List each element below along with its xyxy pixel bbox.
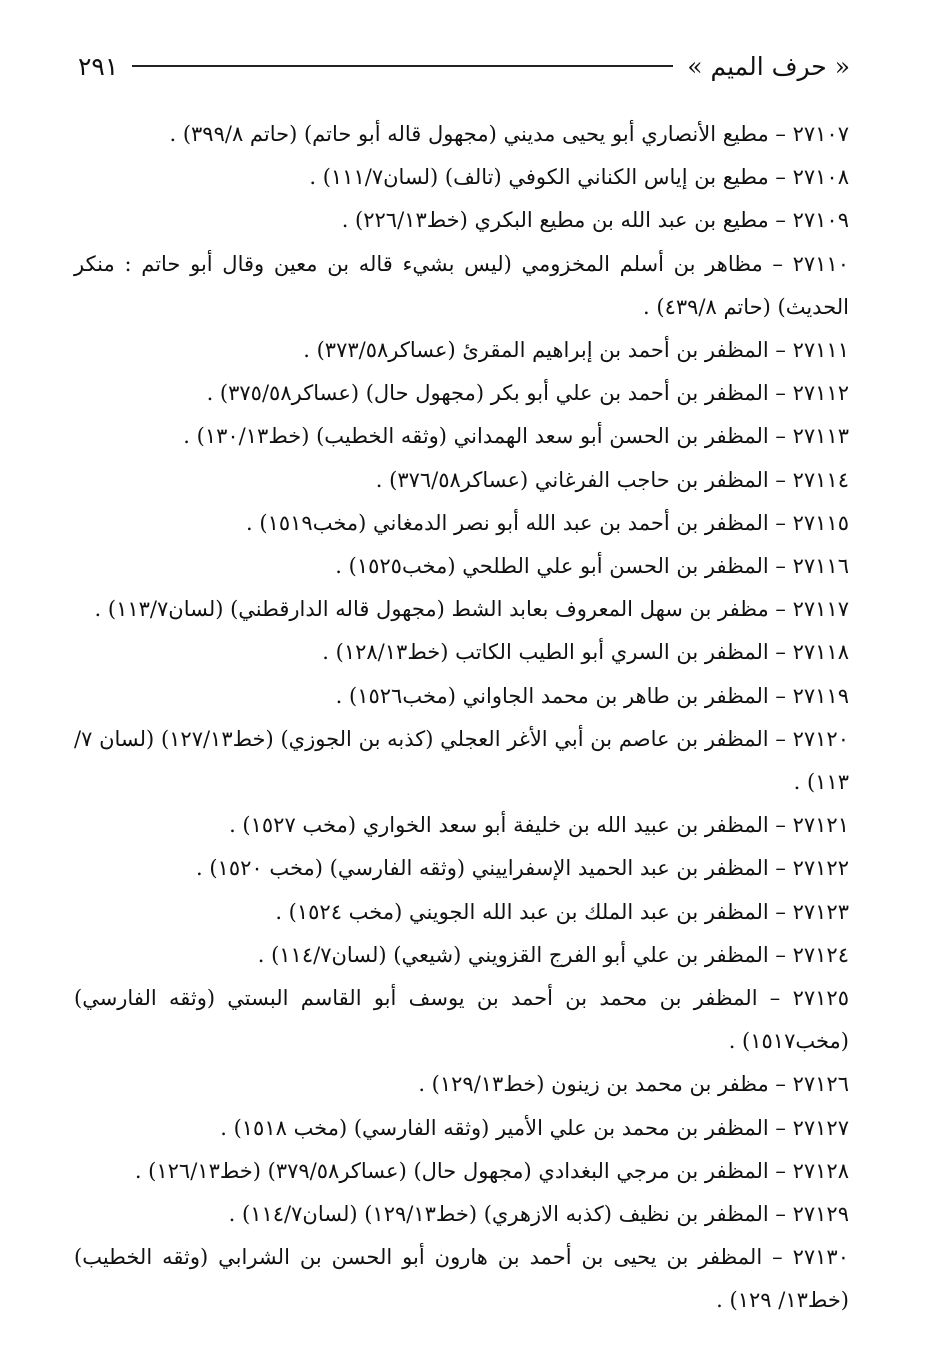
entry-27110: ٢٧١١٠ – مظاهر بن أسلم المخزومي (ليس بشيء قاله بن معين وقال أبو حاتم : منكر الحديث) (حاتم ٤٣٩/٨) . bbox=[74, 251, 849, 319]
entry-27112: ٢٧١١٢ – المظفر بن أحمد بن علي أبو بكر (مجهول حال) (عساكر٣٧٥/٥٨) . bbox=[206, 381, 849, 406]
entry-27115: ٢٧١١٥ – المظفر بن أحمد بن عبد الله أبو نصر الدمغاني (مخب١٥١٩) . bbox=[246, 510, 849, 535]
chapter-title: « حرف الميم » bbox=[687, 51, 850, 81]
entry-27120: ٢٧١٢٠ – المظفر بن عاصم بن أبي الأغر العجلي (كذبه بن الجوزي) (خط١٢٧/١٣) (لسان ٧/ ١١٣) . bbox=[74, 726, 849, 795]
entry-27129: ٢٧١٢٩ – المظفر بن نظيف (كذبه الازهري) (خط١٢٩/١٣) (لسان١١٤/٧) . bbox=[228, 1202, 849, 1227]
entry-27128: ٢٧١٢٨ – المظفر بن مرجي البغدادي (مجهول حال) (عساكر٣٧٩/٥٨) (خط١٢٦/١٣) . bbox=[134, 1158, 849, 1183]
entry-27116: ٢٧١١٦ – المظفر بن الحسن أبو علي الطلحي (مخب١٥٢٥) . bbox=[335, 554, 849, 579]
entry-27124: ٢٧١٢٤ – المظفر بن علي أبو الفرج القزويني (شيعي) (لسان١١٤/٧) . bbox=[257, 942, 849, 967]
entry-27113: ٢٧١١٣ – المظفر بن الحسن أبو سعد الهمداني (وثقه الخطيب) (خط١٣٠/١٣) . bbox=[183, 424, 849, 449]
entry-27109: ٢٧١٠٩ – مطيع بن عبد الله بن مطيع البكري (خط٢٢٦/١٣) . bbox=[341, 208, 849, 233]
entry-27130: ٢٧١٣٠ – المظفر بن يحيى بن أحمد بن هارون أبو الحسن بن الشرابي (وثقه الخطيب) (خط١٣/ ١٢٩) . bbox=[74, 1245, 849, 1313]
entry-27119: ٢٧١١٩ – المظفر بن طاهر بن محمد الجاواني (مخب١٥٢٦) . bbox=[335, 683, 849, 708]
entry-27122: ٢٧١٢٢ – المظفر بن عبد الحميد الإسفراييني (وثقه الفارسي) (مخب ١٥٢٠) . bbox=[196, 856, 849, 881]
entry-list bbox=[74, 113, 849, 1323]
entry-27126: ٢٧١٢٦ – مظفر بن محمد بن زينون (خط١٢٩/١٣) . bbox=[418, 1072, 849, 1097]
entry-27121: ٢٧١٢١ – المظفر بن عبيد الله بن خليفة أبو سعد الخواري (مخب ١٥٢٧) . bbox=[229, 813, 849, 838]
entry-27107: ٢٧١٠٧ – مطيع الأنصاري أبو يحيى مديني (مجهول قاله أبو حاتم) (حاتم ٣٩٩/٨) . bbox=[169, 122, 849, 146]
entry-27117: ٢٧١١٧ – مظفر بن سهل المعروف بعابد الشط (مجهول قاله الدارقطني) (لسان١١٣/٧) . bbox=[94, 597, 849, 622]
entry-27118: ٢٧١١٨ – المظفر بن السري أبو الطيب الكاتب (خط١٢٨/١٣) . bbox=[322, 640, 849, 665]
header-rule bbox=[132, 65, 673, 67]
page-header bbox=[78, 46, 850, 86]
entry-27125: ٢٧١٢٥ – المظفر بن محمد بن أحمد بن يوسف أبو القاسم البستي (وثقه الفارسي) (مخب١٥١٧) . bbox=[74, 986, 849, 1054]
entry-27123: ٢٧١٢٣ – المظفر بن عبد الملك بن عبد الله الجويني (مخب ١٥٢٤) . bbox=[275, 899, 849, 924]
entry-27127: ٢٧١٢٧ – المظفر بن محمد بن علي الأمير (وثقه الفارسي) (مخب ١٥١٨) . bbox=[220, 1115, 849, 1140]
entry-27108: ٢٧١٠٨ – مطيع بن إياس الكناني الكوفي (تالف) (لسان١١١/٧) . bbox=[309, 165, 849, 190]
entry-27111: ٢٧١١١ – المظفر بن أحمد بن إبراهيم المقرئ (عساكر٣٧٣/٥٨) . bbox=[303, 338, 849, 363]
page-number: ٢٩١ bbox=[78, 51, 119, 81]
entry-27114: ٢٧١١٤ – المظفر بن حاجب الفرغاني (عساكر٣٧٦/٥٨) . bbox=[375, 467, 849, 492]
